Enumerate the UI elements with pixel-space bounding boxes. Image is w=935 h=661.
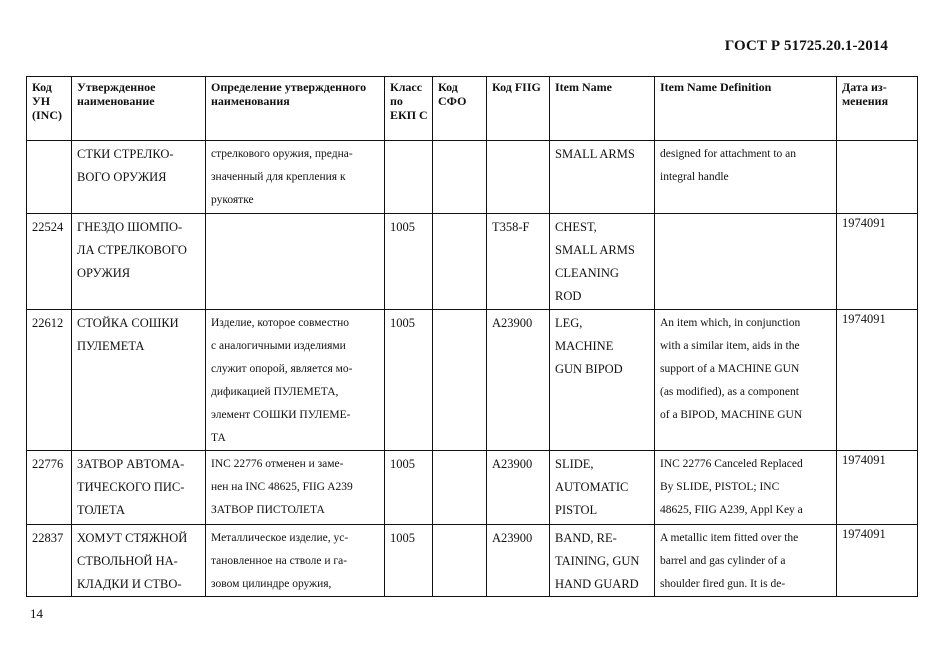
cell-text-line: Металлическое изделие, ус- (211, 532, 349, 544)
cell-text-line: of a BIPOD, MACHINE GUN (660, 409, 803, 421)
col-header-item-name: Item Name (550, 77, 655, 141)
col-header-definition-ru: Определение утвержденного наименования (206, 77, 385, 141)
cell-sfo-code (433, 525, 487, 597)
cell-text-line: ЗАТВОР ПИСТОЛЕТА (211, 504, 325, 516)
cell-text-line: with a similar item, aids in the (660, 340, 800, 352)
cell-text-line: 48625, FIIG A239, Appl Key a (660, 504, 803, 516)
table-header-row (27, 77, 918, 141)
cell-text-line: ВОГО ОРУЖИЯ (77, 170, 167, 184)
cell-text-line: с аналогичными изделиями (211, 340, 346, 352)
cell-text-line: ТА (211, 432, 226, 444)
cell-item-name (550, 525, 655, 597)
cell-text-line: дификацией ПУЛЕМЕТА, (211, 386, 339, 398)
col-header-fiig-code: Код FIIG (487, 77, 550, 141)
cell-definition-en (655, 310, 837, 451)
page-number: 14 (30, 606, 43, 621)
cell-text-line: значенный для крепления к (211, 171, 346, 183)
cell-ekps-class: 1005 (385, 451, 433, 525)
cell-change-date (837, 141, 918, 214)
cell-text-line: СТКИ СТРЕЛКО- (77, 147, 174, 161)
cell-inc: 22837 (27, 525, 72, 597)
cell-text-line: integral handle (660, 171, 729, 183)
table-row (27, 525, 918, 597)
cell-change-date: 1974091 (837, 214, 918, 310)
cell-text-line: ТОЛЕТА (77, 503, 126, 517)
cell-sfo-code (433, 310, 487, 451)
cell-text-line: PISTOL (555, 503, 598, 517)
cell-ekps-class: 1005 (385, 214, 433, 310)
cell-name-ru (72, 525, 206, 597)
cell-ekps-class: 1005 (385, 310, 433, 451)
cell-text-line: ХОМУТ СТЯЖНОЙ (77, 531, 188, 545)
cell-text-line: shoulder fired gun. It is de- (660, 578, 786, 590)
cell-name-ru (72, 310, 206, 451)
cell-text-line: служит опорой, является мо- (211, 363, 353, 375)
cell-text-line: ГНЕЗДО ШОМПО- (77, 220, 183, 234)
cell-ekps-class (385, 141, 433, 214)
cell-definition-en (655, 525, 837, 597)
cell-text-line: ПУЛЕМЕТА (77, 339, 145, 353)
cell-definition-ru (206, 141, 385, 214)
cell-text-line: SLIDE, (555, 457, 594, 471)
cell-item-name (550, 310, 655, 451)
cell-text-line: CLEANING (555, 266, 619, 280)
cell-inc (27, 141, 72, 214)
cell-item-name (550, 214, 655, 310)
col-header-sfo-code: Код СФО (433, 77, 487, 141)
cell-name-ru (72, 451, 206, 525)
cell-text-line: СТОЙКА СОШКИ (77, 316, 179, 330)
cell-text-line: BAND, RE- (555, 531, 617, 545)
cell-text-line: стрелкового оружия, предна- (211, 148, 353, 160)
cell-text-line: Изделие, которое совместно (211, 317, 349, 329)
cell-inc: 22612 (27, 310, 72, 451)
cell-text-line: HAND GUARD (555, 577, 639, 591)
col-header-inc: Код УН (INC) (27, 77, 72, 141)
document-code: ГОСТ Р 51725.20.1-2014 (724, 38, 888, 54)
cell-text-line: A metallic item fitted over the (660, 532, 799, 544)
cell-fiig-code: T358-F (487, 214, 550, 310)
cell-text-line: зовом цилиндре оружия, (211, 578, 332, 590)
cell-sfo-code (433, 141, 487, 214)
cell-change-date: 1974091 (837, 451, 918, 525)
cell-text-line: ЗАТВОР АВТОМА- (77, 457, 185, 471)
cell-text-line: An item which, in conjunction (660, 317, 801, 329)
cell-text-line: GUN BIPOD (555, 362, 623, 376)
cell-text-line: AUTOMATIC (555, 480, 629, 494)
cell-text-line: SMALL ARMS (555, 243, 635, 257)
col-header-ekps-class: Класс по ЕКП С (385, 77, 433, 141)
cell-text-line: рукоятке (211, 194, 254, 206)
col-header-item-name-definition: Item Name Definition (655, 77, 837, 141)
cell-fiig-code: A23900 (487, 451, 550, 525)
cell-fiig-code (487, 141, 550, 214)
cell-text-line: barrel and gas cylinder of a (660, 555, 786, 567)
cell-item-name (550, 451, 655, 525)
cell-text-line: ROD (555, 289, 582, 303)
cell-text-line: INC 22776 Canceled Replaced (660, 458, 803, 470)
cell-item-name (550, 141, 655, 214)
cell-definition-ru (206, 310, 385, 451)
cell-definition-ru (206, 451, 385, 525)
cell-definition-en (655, 451, 837, 525)
cell-text-line: ТИЧЕСКОГО ПИС- (77, 480, 185, 494)
cell-inc: 22524 (27, 214, 72, 310)
cell-definition-ru (206, 525, 385, 597)
table-row (27, 310, 918, 451)
cell-name-ru (72, 214, 206, 310)
cell-definition-en (655, 214, 837, 310)
cell-sfo-code (433, 451, 487, 525)
table-body (27, 141, 918, 597)
catalog-table (26, 76, 918, 597)
cell-text-line: ОРУЖИЯ (77, 266, 131, 280)
cell-text-line: нен на INC 48625, FIIG A239 (211, 481, 353, 493)
cell-text-line: MACHINE (555, 339, 614, 353)
cell-text-line: (as modified), as a component (660, 386, 799, 398)
cell-text-line: TAINING, GUN (555, 554, 640, 568)
cell-text-line: тановленное на стволе и га- (211, 555, 348, 567)
cell-text-line: ЛА СТРЕЛКОВОГО (77, 243, 187, 257)
cell-text-line: СТВОЛЬНОЙ НА- (77, 554, 178, 568)
col-header-change-date: Дата из-менения (837, 77, 918, 141)
table-row (27, 451, 918, 525)
cell-ekps-class: 1005 (385, 525, 433, 597)
col-header-name-ru: Утвержденное наименование (72, 77, 206, 141)
cell-text-line: By SLIDE, PISTOL; INC (660, 481, 780, 493)
cell-definition-en (655, 141, 837, 214)
table-row (27, 141, 918, 214)
cell-sfo-code (433, 214, 487, 310)
cell-text-line: INC 22776 отменен и заме- (211, 458, 344, 470)
cell-fiig-code: A23900 (487, 525, 550, 597)
cell-fiig-code: A23900 (487, 310, 550, 451)
cell-inc: 22776 (27, 451, 72, 525)
cell-text-line: КЛАДКИ И СТВО- (77, 577, 182, 591)
cell-text-line: designed for attachment to an (660, 148, 797, 160)
cell-text-line: CHEST, (555, 220, 597, 234)
cell-text-line: support of a MACHINE GUN (660, 363, 800, 375)
table-row (27, 214, 918, 310)
cell-change-date: 1974091 (837, 525, 918, 597)
cell-definition-ru (206, 214, 385, 310)
cell-text-line: SMALL ARMS (555, 147, 635, 161)
cell-change-date: 1974091 (837, 310, 918, 451)
cell-name-ru (72, 141, 206, 214)
cell-text-line: LEG, (555, 316, 583, 330)
cell-text-line: элемент СОШКИ ПУЛЕМЕ- (211, 409, 351, 421)
